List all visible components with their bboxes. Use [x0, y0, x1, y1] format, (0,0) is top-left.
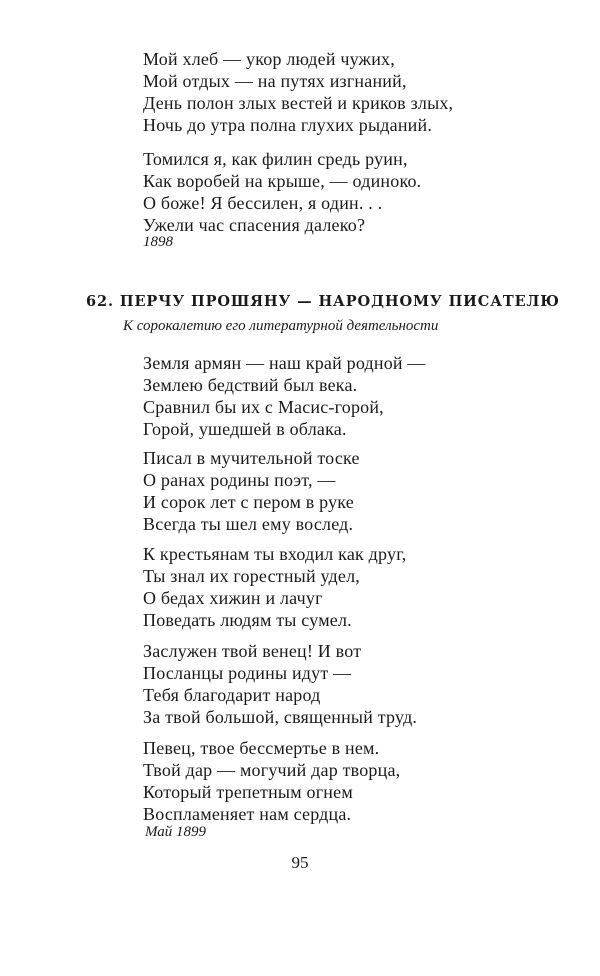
poem-line: И сорок лет с пером в руке — [143, 492, 354, 512]
poem-line: Тебя благодарит народ — [143, 685, 321, 705]
stanza — [143, 48, 453, 136]
poem-title: 62. ПЕРЧУ ПРОШЯНУ — НАРОДНОМУ ПИСАТЕЛЮ — [86, 293, 560, 310]
poem-line: Ты знал их горестный удел, — [143, 566, 360, 586]
poem-line: Посланцы родины идут — — [143, 663, 352, 683]
poem-line: О бедах хижин и лачуг — [143, 588, 323, 608]
stanza — [143, 447, 360, 535]
stanza — [143, 543, 406, 631]
poem-line: Сравнил бы их с Масис-горой, — [143, 397, 384, 417]
poem-line: Горой, ушедшей в облака. — [143, 419, 347, 439]
poem-subtitle: К сорокалетию его литературной деятельности — [123, 318, 439, 334]
poem-date: Май 1899 — [145, 824, 207, 840]
stanza — [143, 352, 426, 440]
poem-line: К крестьянам ты входил как друг, — [143, 544, 407, 564]
poem-line: Поведать людям ты сумел. — [143, 610, 352, 630]
poem-line: О боже! Я бессилен, я один. . . — [143, 193, 383, 213]
poem-line: Который трепетным огнем — [143, 782, 353, 802]
poem-line: Певец, твое бессмертье в нем. — [143, 738, 380, 758]
stanza — [143, 737, 400, 825]
poem-line: Писал в мучительной тоске — [143, 448, 360, 468]
poem-line: Всегда ты шел ему вослед. — [143, 514, 354, 534]
poem-line: Мой хлеб — укор людей чужих, — [143, 49, 395, 69]
stanza — [143, 148, 421, 236]
page-number: 95 — [291, 853, 309, 872]
poem-line: Ночь до утра полна глухих рыданий. — [143, 115, 433, 135]
poem-line: Заслужен твой венец! И вот — [143, 641, 362, 661]
stanza — [143, 640, 417, 728]
poem-line: Воспламеняет нам сердца. — [143, 804, 352, 824]
poem-line: День полон злых вестей и криков злых, — [143, 93, 454, 113]
poem-line: Томился я, как филин средь руин, — [143, 149, 408, 169]
poem-line: Мой отдых — на путях изгнаний, — [143, 71, 407, 91]
poem-line: Земля армян — наш край родной — — [143, 353, 426, 373]
poem-line: Как воробей на крыше, — одиноко. — [143, 171, 422, 191]
poem-line: О ранах родины поэт, — — [143, 470, 336, 490]
poem-date: 1898 — [143, 234, 173, 250]
poem-line: За твой большой, священный труд. — [143, 707, 418, 727]
poem-line: Землею бедствий был века. — [143, 375, 358, 395]
poem-line: Твой дар — могучий дар творца, — [143, 760, 401, 780]
poem-line: Ужели час спасения далеко? — [143, 215, 366, 235]
